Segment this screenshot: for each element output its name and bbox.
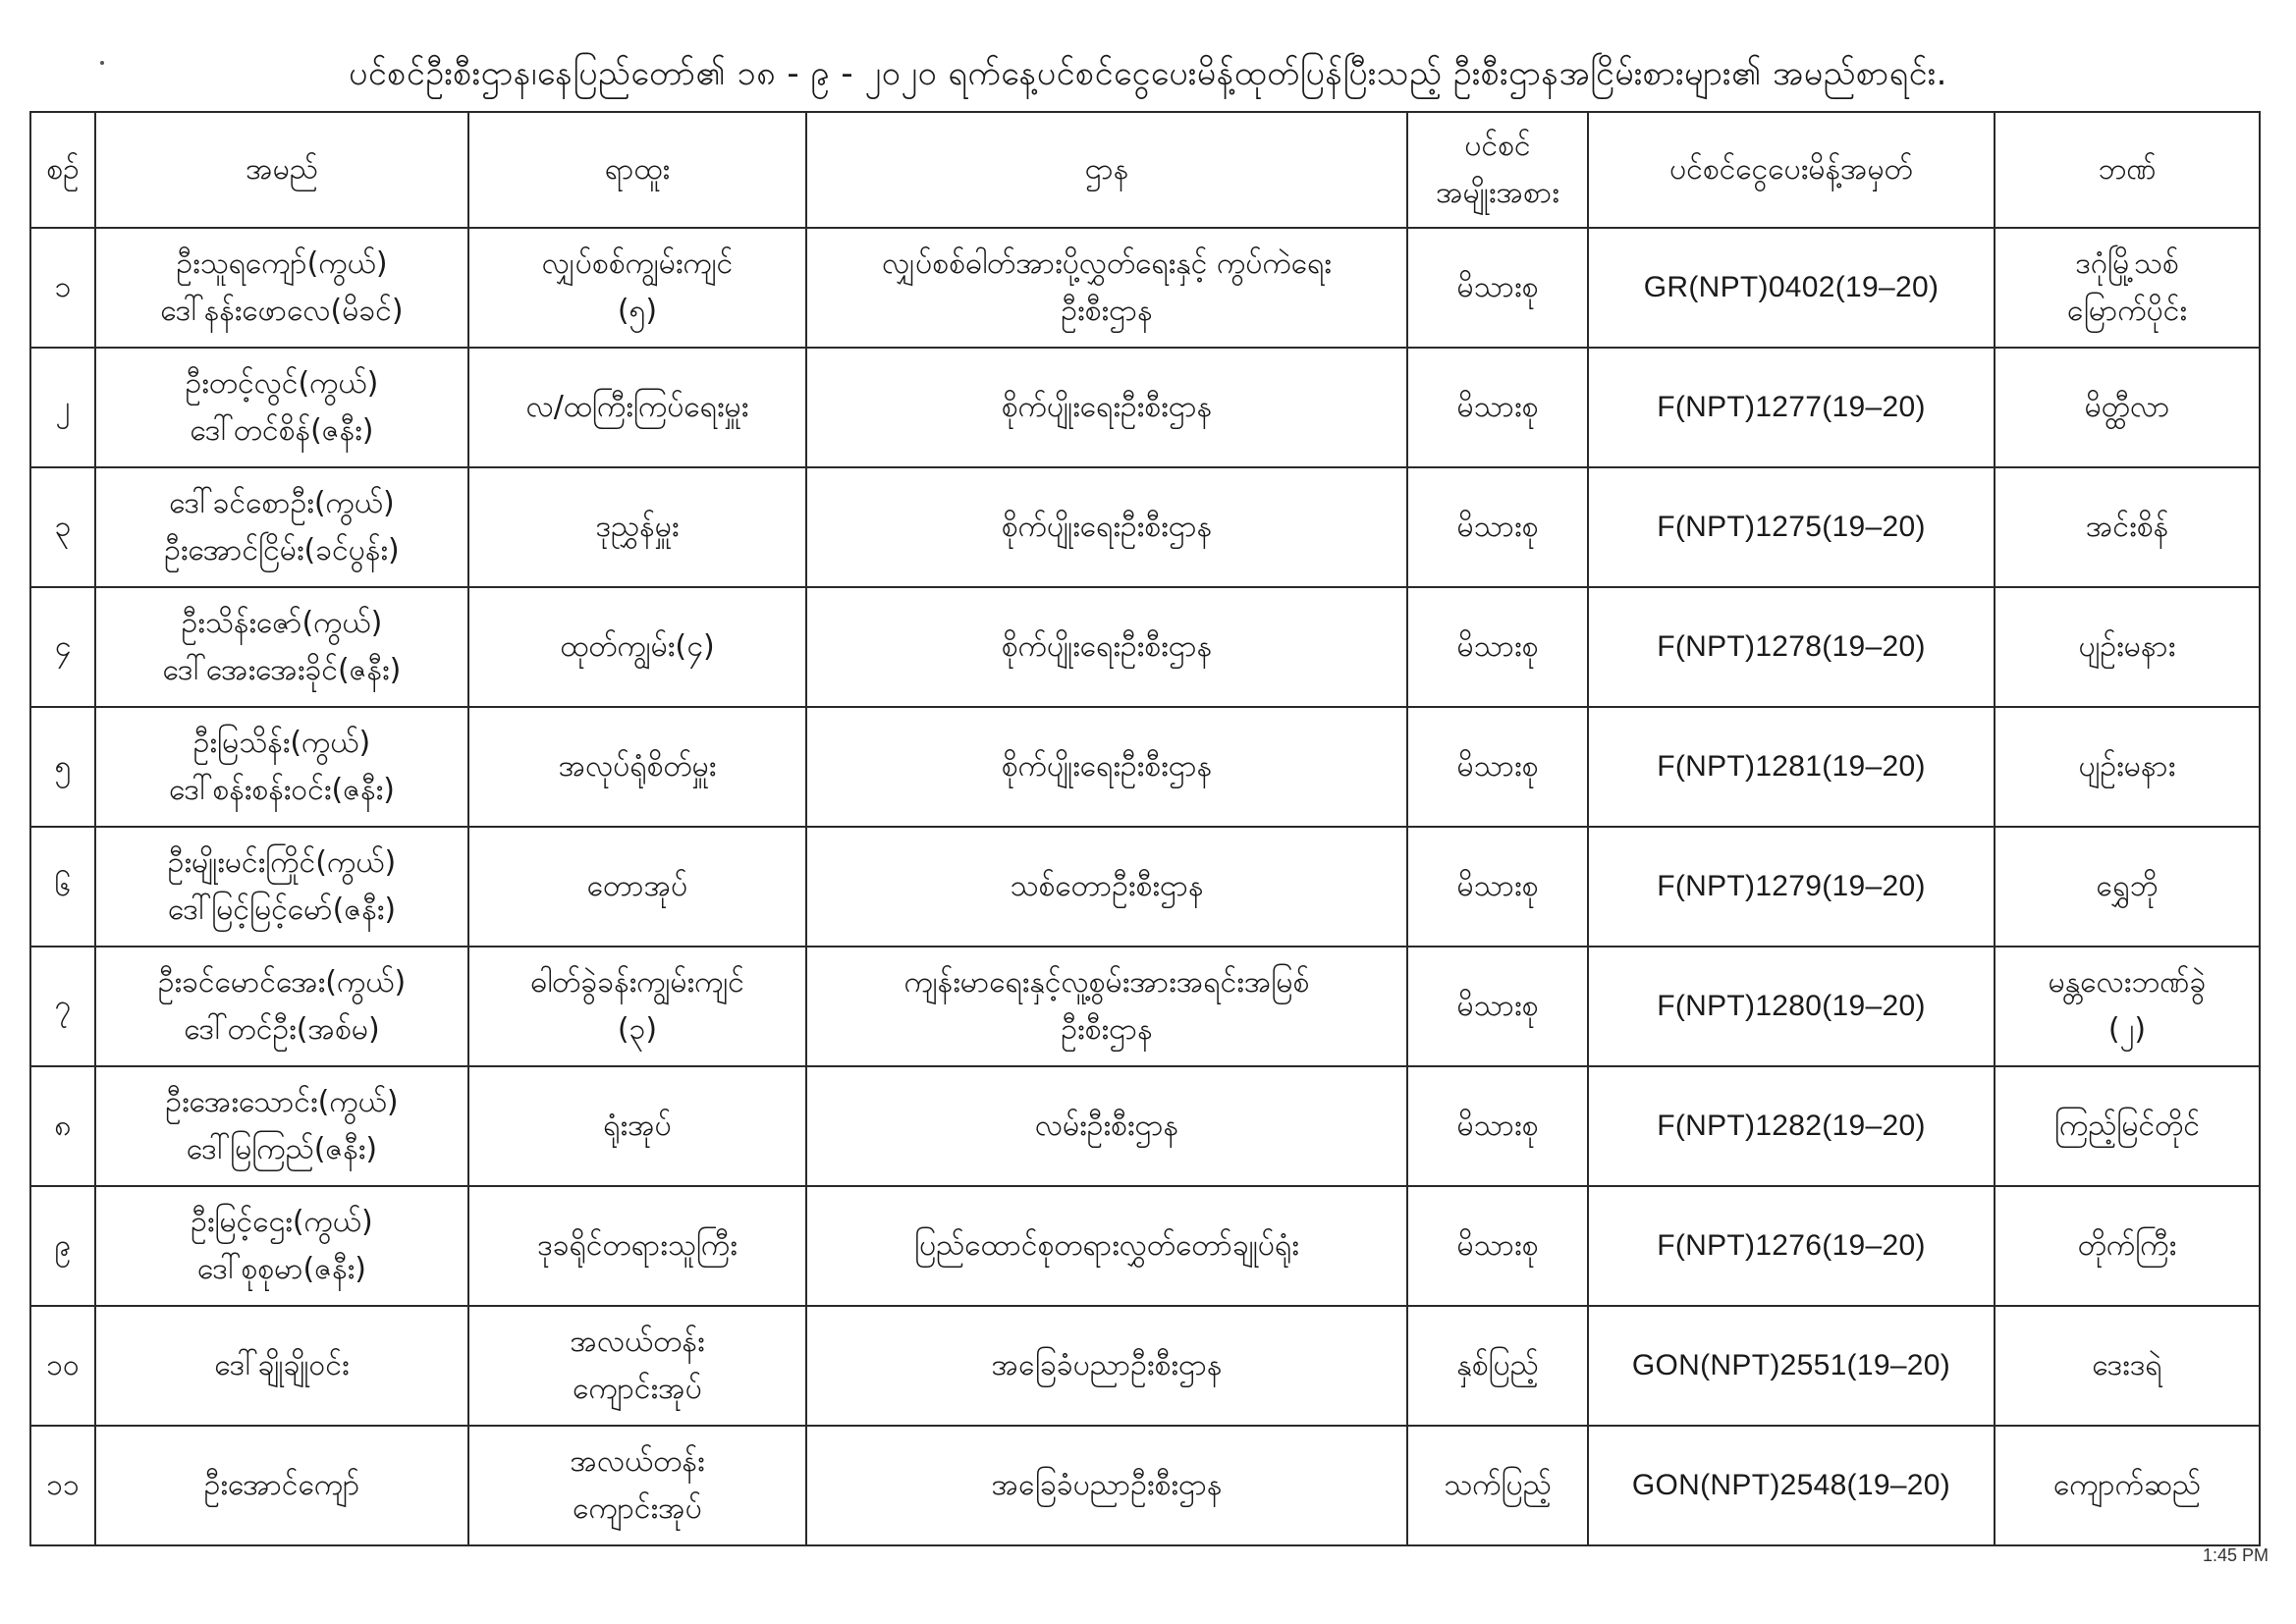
cell-bank-text: မိတ္ထီလာ (2084, 390, 2170, 424)
cell-department-text: ဦးစီးဌာန (1061, 294, 1153, 328)
cell-rank (468, 1186, 806, 1306)
cell-department (806, 707, 1407, 827)
cell-rank-text: လျှပ်စစ်ကျွမ်းကျင် (541, 246, 734, 281)
cell-bank-text: ရွှေဘို (2096, 869, 2159, 903)
cell-department (806, 467, 1407, 587)
table-row (30, 467, 2260, 587)
cell-no-text: ၁၁ (46, 1468, 80, 1502)
cell-rank-text: အလယ်တန်း (570, 1325, 705, 1359)
cell-order-no-text: F(NPT)1278(19–20) (1657, 630, 1926, 663)
cell-rank (468, 467, 806, 587)
cell-department-text: သစ်တောဦးစီးဌာန (1010, 869, 1204, 903)
table-row (30, 1186, 2260, 1306)
cell-bank-text: ကြည့်မြင်တိုင် (2053, 1109, 2201, 1143)
cell-name-text: ဒေါ်တင်ဦး(အစ်မ) (184, 1012, 380, 1047)
cell-department-text: စိုက်ပျိုးရေးဦးစီးဌာန (1001, 749, 1213, 784)
table-row (30, 827, 2260, 947)
cell-pension-type (1407, 1186, 1588, 1306)
cell-name-text: ဒေါ်မြင့်မြင့်မော်(ဇနီး) (167, 893, 397, 927)
cell-no (30, 587, 95, 707)
cell-bank-text: အင်းစိန် (2085, 510, 2169, 544)
cell-pension-type (1407, 467, 1588, 587)
cell-rank (468, 1306, 806, 1426)
cell-pension-type (1407, 1066, 1588, 1186)
cell-bank-text: ပျဉ်းမနား (2078, 629, 2176, 664)
cell-pension-type (1407, 1426, 1588, 1545)
table-row (30, 1306, 2260, 1426)
cell-department (806, 348, 1407, 467)
cell-department-text: အခြေခံပညာဦးစီးဌာန (991, 1348, 1223, 1382)
cell-no-text: ၅ (54, 749, 72, 784)
cell-order-no (1588, 228, 1995, 348)
cell-department-text: အခြေခံပညာဦးစီးဌာန (991, 1468, 1223, 1502)
cell-order-no (1588, 707, 1995, 827)
cell-name (95, 1426, 468, 1545)
cell-department-text: စိုက်ပျိုးရေးဦးစီးဌာန (1001, 510, 1213, 544)
cell-department-text: ပြည်ထောင်စုတရားလွှတ်တော်ချုပ်ရုံး (914, 1228, 1299, 1263)
cell-department (806, 1426, 1407, 1545)
cell-bank-text: ဒေးဒရဲ (2092, 1348, 2162, 1382)
cell-bank (1995, 947, 2260, 1066)
cell-bank-text: မြောက်ပိုင်း (2066, 294, 2188, 328)
cell-bank (1995, 827, 2260, 947)
cell-no-text: ၇ (54, 989, 72, 1023)
cell-bank (1995, 1426, 2260, 1545)
cell-name (95, 707, 468, 827)
cell-name-text: ဦးမြင့်ဌေး(ကွယ်) (191, 1205, 373, 1239)
cell-rank-text: ကျောင်းအုပ် (573, 1372, 702, 1406)
cell-bank-text: ပျဉ်းမနား (2078, 749, 2176, 784)
cell-bank (1995, 1186, 2260, 1306)
header-name: အမည် (95, 112, 468, 228)
cell-no (30, 228, 95, 348)
cell-rank-text: ထုတ်ကျွမ်း(၄) (560, 629, 715, 664)
cell-no (30, 1426, 95, 1545)
cell-pension-type-text: မိသားစု (1456, 1109, 1539, 1143)
cell-pension-type (1407, 707, 1588, 827)
cell-order-no-text: GON(NPT)2548(19–20) (1631, 1469, 1951, 1501)
cell-rank-text: ဒုခရိုင်တရားသူကြီး (537, 1228, 738, 1263)
cell-pension-type-text: မိသားစု (1456, 989, 1539, 1023)
cell-rank (468, 707, 806, 827)
cell-order-no (1588, 1066, 1995, 1186)
cell-no (30, 1066, 95, 1186)
cell-name-text: ဒေါ်စုစုမာ(ဇနီး) (197, 1252, 366, 1286)
cell-bank (1995, 1306, 2260, 1426)
cell-no (30, 947, 95, 1066)
cell-no (30, 827, 95, 947)
cell-order-no-text: F(NPT)1282(19–20) (1657, 1110, 1926, 1142)
cell-pension-type-text: မိသားစု (1456, 270, 1539, 304)
cell-name (95, 467, 468, 587)
cell-pension-type-text: သက်ပြည့် (1444, 1468, 1552, 1502)
cell-rank (468, 827, 806, 947)
cell-rank (468, 348, 806, 467)
cell-department (806, 587, 1407, 707)
cell-order-no-text: F(NPT)1280(19–20) (1657, 990, 1926, 1022)
cell-pension-type-text: မိသားစု (1456, 749, 1539, 784)
cell-order-no (1588, 348, 1995, 467)
cell-name (95, 348, 468, 467)
cell-pension-type-text: မိသားစု (1456, 510, 1539, 544)
cell-department-text: လျှပ်စစ်ဓါတ်အားပို့လွှတ်ရေးနှင့် ကွပ်ကဲရေး (882, 246, 1332, 281)
cell-rank-text: အလုပ်ရုံစိတ်မှူး (558, 749, 717, 784)
cell-department-text: စိုက်ပျိုးရေးဦးစီးဌာန (1001, 629, 1213, 664)
cell-pension-type-text: မိသားစု (1456, 629, 1539, 664)
table-row (30, 587, 2260, 707)
cell-department-text: ကျန်းမာရေးနှင့်လူ့စွမ်းအားအရင်းအမြစ် (903, 965, 1310, 1000)
cell-order-no-text: GON(NPT)2551(19–20) (1631, 1349, 1951, 1381)
cell-department (806, 1306, 1407, 1426)
cell-no (30, 707, 95, 827)
cell-bank (1995, 587, 2260, 707)
cell-name-text: ဒေါ်တင်စိန်(ဇနီး) (190, 413, 374, 448)
cell-department-text: လမ်းဦးစီးဌာန (1034, 1109, 1179, 1143)
cell-rank-text: (၅) (617, 294, 658, 328)
cell-no (30, 348, 95, 467)
cell-pension-type-text: နှစ်ပြည့် (1456, 1348, 1539, 1382)
cell-no (30, 1186, 95, 1306)
cell-no-text: ၁ (54, 270, 72, 304)
cell-name-text: ဦးအေးသောင်း(ကွယ်) (165, 1085, 399, 1119)
cell-order-no-text: F(NPT)1279(19–20) (1657, 870, 1926, 902)
cell-name-text: ဒေါ်အေးအေးခိုင်(ဇနီး) (162, 653, 402, 687)
cell-no-text: ၈ (54, 1109, 72, 1143)
cell-rank-text: တောအုပ် (586, 869, 688, 903)
document-title: ပင်စင်ဦးစီးဌာန၊နေပြည်တော်၏ ၁၈ - ၉ - ၂၀၂၀ ရက်နေ့ပင်စင်ငွေပေးမိန့်ထုတ်ပြန်ပြီးသည့် ဦးစီးဌာနအငြိမ်းစားများ၏ အမည်စာရင်း. (349, 54, 1947, 93)
cell-order-no-text: F(NPT)1276(19–20) (1657, 1229, 1926, 1262)
cell-name-text: ဦးသိန်းဇော်(ကွယ်) (181, 606, 383, 640)
table-row (30, 947, 2260, 1066)
cell-rank-text: အလယ်တန်း (570, 1444, 705, 1479)
cell-rank-text: (၃) (617, 1012, 658, 1047)
header-bank: ဘဏ် (1995, 112, 2260, 228)
cell-no-text: ၁၀ (46, 1348, 80, 1382)
cell-rank (468, 228, 806, 348)
cell-pension-type (1407, 947, 1588, 1066)
header-no: စဉ် (30, 112, 95, 228)
cell-order-no (1588, 1426, 1995, 1545)
cell-order-no-text: F(NPT)1275(19–20) (1657, 511, 1926, 543)
table-row (30, 1426, 2260, 1545)
cell-name (95, 587, 468, 707)
cell-department-text: စိုက်ပျိုးရေးဦးစီးဌာန (1001, 390, 1213, 424)
cell-no (30, 467, 95, 587)
header-pension-type: ပင်စင် အမျိုးအစား (1407, 112, 1588, 228)
cell-name-text: ဒေါ်မြကြည်(ဇနီး) (186, 1132, 378, 1166)
table-row (30, 348, 2260, 467)
cell-department (806, 1186, 1407, 1306)
cell-department (806, 228, 1407, 348)
cell-rank-text: ဒုညွှန်မှူး (595, 510, 680, 544)
print-timestamp: 1:45 PM (2202, 1545, 2269, 1565)
cell-no-text: ၃ (54, 510, 72, 544)
table-row (30, 707, 2260, 827)
cell-order-no-text: F(NPT)1277(19–20) (1657, 391, 1926, 423)
cell-name (95, 1186, 468, 1306)
cell-order-no (1588, 947, 1995, 1066)
cell-pension-type (1407, 587, 1588, 707)
cell-order-no-text: F(NPT)1281(19–20) (1657, 750, 1926, 783)
cell-name-text: ဦးခင်မောင်အေး(ကွယ်) (157, 965, 407, 1000)
cell-rank (468, 1066, 806, 1186)
cell-pension-type (1407, 228, 1588, 348)
cell-pension-type (1407, 348, 1588, 467)
cell-no-text: ၉ (54, 1228, 72, 1263)
cell-bank (1995, 1066, 2260, 1186)
cell-name-text: ဒေါ်ခင်စောဦး(ကွယ်) (169, 486, 395, 520)
cell-name (95, 947, 468, 1066)
cell-name (95, 827, 468, 947)
cell-pension-type (1407, 827, 1588, 947)
cell-bank-text: ကျောက်ဆည် (2052, 1468, 2202, 1502)
cell-no-text: ၂ (55, 390, 71, 424)
cell-order-no (1588, 467, 1995, 587)
cell-department-text: ဦးစီးဌာန (1061, 1012, 1153, 1047)
cell-order-no (1588, 1306, 1995, 1426)
header-order-no: ပင်စင်ငွေပေးမိန့်အမှတ် (1588, 112, 1995, 228)
cell-pension-type-text: မိသားစု (1456, 1228, 1539, 1263)
cell-bank-text: မန္တလေးဘဏ်ခွဲ (2048, 965, 2207, 1000)
cell-bank (1995, 228, 2260, 348)
cell-no-text: ၆ (54, 869, 72, 903)
cell-rank-text: ဓါတ်ခွဲခန်းကျွမ်းကျင် (530, 965, 744, 1000)
cell-name-text: ဦးမြသိန်း(ကွယ်) (192, 726, 371, 760)
table-header-row (30, 112, 2260, 228)
cell-order-no (1588, 1186, 1995, 1306)
cell-order-no (1588, 827, 1995, 947)
cell-rank-text: လ/ထကြီးကြပ်ရေးမှူး (525, 390, 749, 424)
cell-pension-type (1407, 1306, 1588, 1426)
cell-no (30, 1306, 95, 1426)
cell-pension-type-text: မိသားစု (1456, 390, 1539, 424)
cell-bank-text: (၂) (2107, 1012, 2147, 1047)
cell-name-text: ဒေါ်ချိုချိုဝင်း (214, 1348, 350, 1382)
cell-order-no (1588, 587, 1995, 707)
cell-rank (468, 1426, 806, 1545)
cell-department (806, 1066, 1407, 1186)
header-department: ဌာန (806, 112, 1407, 228)
cell-rank-text: ကျောင်းအုပ် (573, 1491, 702, 1526)
cell-rank (468, 587, 806, 707)
cell-pension-type-text: မိသားစု (1456, 869, 1539, 903)
cell-name-text: ဒေါ်နန်းဖောလေ(မိခင်) (160, 294, 404, 328)
cell-rank-text: ရုံးအုပ် (603, 1109, 672, 1143)
cell-department (806, 947, 1407, 1066)
cell-name-text: ဦးသူရကျော်(ကွယ်) (176, 246, 388, 281)
cell-name (95, 1306, 468, 1426)
cell-name-text: ဦးအောင်ငြိမ်း(ခင်ပွန်း) (164, 533, 400, 568)
cell-bank (1995, 467, 2260, 587)
pension-table (29, 111, 2261, 1546)
cell-name (95, 1066, 468, 1186)
table-row (30, 1066, 2260, 1186)
header-rank: ရာထူး (468, 112, 806, 228)
cell-no-text: ၄ (54, 629, 72, 664)
cell-bank-text: ဒဂုံမြို့သစ် (2075, 246, 2179, 281)
cell-order-no-text: GR(NPT)0402(19–20) (1643, 271, 1940, 303)
cell-name-text: ဦးတင့်လွင်(ကွယ်) (185, 366, 379, 401)
cell-bank-text: တိုက်ကြီး (2077, 1228, 2177, 1263)
cell-department (806, 827, 1407, 947)
cell-name-text: ဦးမျိုးမင်းကြိုင်(ကွယ်) (167, 845, 397, 880)
cell-bank (1995, 348, 2260, 467)
cell-name-text: ဦးအောင်ကျော် (203, 1468, 360, 1502)
cell-rank (468, 947, 806, 1066)
cell-name-text: ဒေါ်စန်းစန်းဝင်း(ဇနီး) (169, 773, 395, 807)
cell-bank (1995, 707, 2260, 827)
cell-name (95, 228, 468, 348)
table-row (30, 228, 2260, 348)
